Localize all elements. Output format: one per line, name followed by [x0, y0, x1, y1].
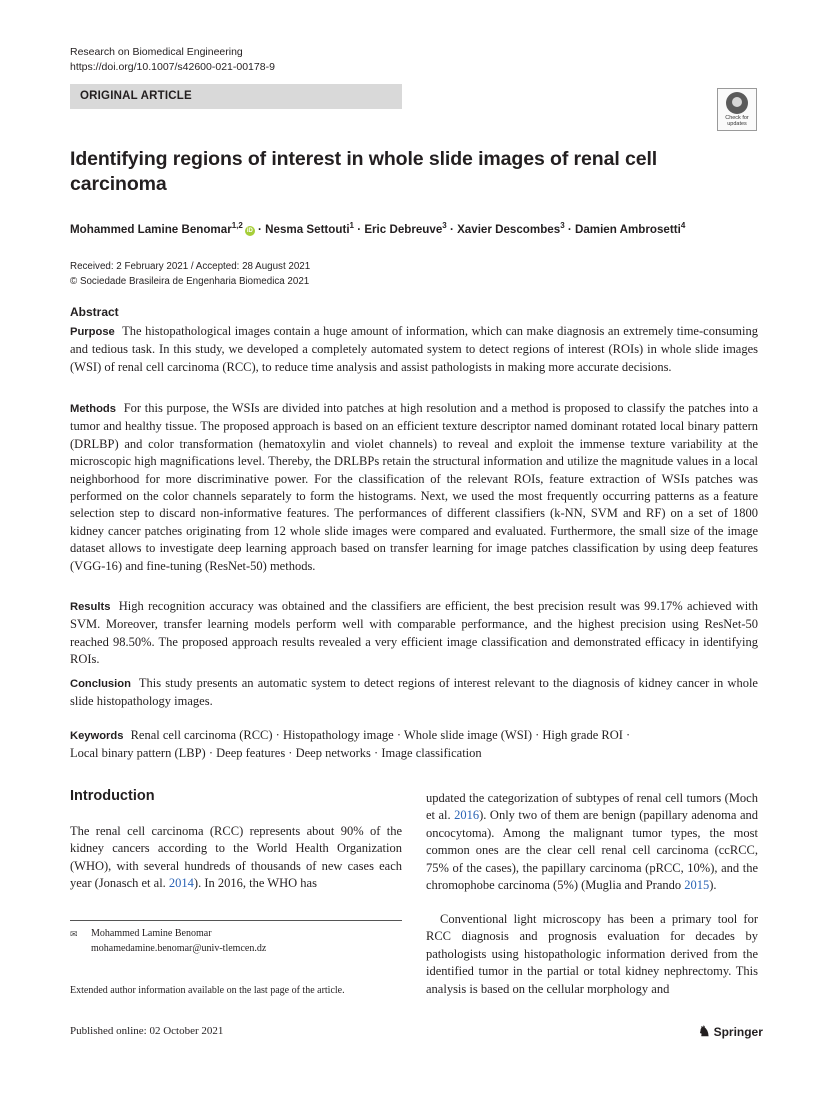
- author-name[interactable]: Damien Ambrosetti: [574, 222, 681, 236]
- conclusion-text: This study presents an automatic system to detect regions of interest relevant to the diagnosis of kidney cancer in whole slide histopathology images.: [70, 676, 758, 709]
- intro-paragraph-right-2: Conventional light microscopy has been a primary tool for RCC diagnosis and prognosis evaluation for decades by pathologists using histopathologic information derived from the identified tumor in the partial or total kidney nephrectomy. This analysis is based on the cellular morphology and: [426, 912, 758, 996]
- citation-link[interactable]: 2015: [684, 878, 710, 893]
- author-affiliation: 3: [560, 221, 565, 230]
- intro-left-text: The renal cell carcinoma (RCC) represents about 90% of the kidney cancers according to the World Health Organization (WHO), with several hundreds of thousands of new cases each year (Jonasch et al.: [70, 824, 402, 891]
- methods-text: For this purpose, the WSIs are divided into patches at high resolution and a method is proposed to classify the patches into a tumor and healthy tissue. The proposed approach is based on an efficient texture descriptor named dominant rotated local binary pattern (DRLBP) and color transformation (hematoxylin and violet channels) to reveal and exploit the immense texture variability at the microscopic high magnifications level. Thereby, the DRLBPs retain the structural information and utilize the magnitude values in a local neighborhood for more discriminative power. For the classification of the relevant ROIs, feature extraction of WSIs patches was performed on the color channels separately to form the histograms. Next, we used the most frequently occurring patterns as a feature selection step to discard non-informative features. The performances of different classifiers (k-NN, SVM and RF) on a set of 1800 kidney cancer patches originating from 12 whole slide images were compared and evaluated. Furthermore, the small size of the image dataset allows to investigate deep learning approach based on transfer learning for image patches classification by using deep features (VGG-16) and fine-tuning (ResNet-50) methods.: [70, 401, 759, 573]
- author-separator: ·: [446, 222, 458, 236]
- journal-header: [70, 45, 275, 75]
- envelope-icon: ✉: [70, 929, 78, 939]
- intro-right-text-mid: ). Only two of them are benign (papillary adenoma and oncocytoma). Among the malignant tumor types, the most common ones are the clear cell renal cell carcinoma (ccRCC, 75% of the cases), the papillary carcinoma (pRCC, 10%), and the chromophobe carcinoma (5%) (Muglia and Prando: [426, 808, 758, 893]
- author-affiliation: 3: [442, 221, 447, 230]
- corresponding-author-name: Mohammed Lamine Benomar: [91, 928, 212, 939]
- abstract-purpose: [70, 323, 758, 376]
- author-name[interactable]: Xavier Descombes: [457, 222, 561, 236]
- author-list: [70, 216, 770, 240]
- author-separator: ·: [354, 222, 365, 236]
- author-name[interactable]: Eric Debreuve: [364, 222, 443, 236]
- conclusion-label: Conclusion: [70, 678, 131, 690]
- springer-horse-icon: ♞: [698, 1023, 711, 1039]
- check-for-updates-icon[interactable]: [717, 88, 757, 131]
- received-accepted-dates: Received: 2 February 2021 / Accepted: 28 August 2021: [70, 261, 311, 272]
- corresponding-author: [91, 926, 266, 956]
- article-title: Identifying regions of interest in whole slide images of renal cell carcinoma: [70, 148, 658, 195]
- results-label: Results: [70, 601, 111, 613]
- badge-line2: updates: [727, 121, 747, 127]
- journal-name: Research on Biomedical Engineering: [70, 46, 243, 58]
- keywords-label: Keywords: [70, 730, 124, 742]
- intro-right-text: updated the categorization of subtypes of renal cell tumors (Moch et al.: [426, 791, 758, 823]
- author-affiliation: 4: [680, 221, 686, 230]
- doi-link[interactable]: https://doi.org/10.1007/s42600-021-00178-9: [70, 61, 275, 73]
- intro-right-text-end: ).: [709, 878, 717, 893]
- abstract-results: [70, 598, 758, 669]
- citation-link[interactable]: 2014: [168, 876, 194, 891]
- publisher-logo: [698, 1023, 763, 1040]
- keywords: [70, 727, 758, 763]
- intro-left-text-end: ). In 2016, the WHO has: [193, 876, 317, 891]
- published-online: Published online: 02 October 2021: [70, 1025, 224, 1037]
- citation-link[interactable]: 2016: [454, 808, 480, 823]
- intro-paragraph-right-1: [426, 790, 758, 894]
- abstract-methods: [70, 400, 758, 575]
- author-separator: ·: [254, 222, 266, 236]
- methods-label: Methods: [70, 403, 116, 415]
- extended-author-info: Extended author information available on the last page of the article.: [70, 985, 345, 996]
- author-separator: ·: [564, 222, 575, 236]
- results-text: High recognition accuracy was obtained and the classifiers are efficient, the best precision result was 99.17% achieved with SVM. Moreover, transfer learning models perform well with comparable performance, and the highest precision using ResNet-50 reached 98.50%. The proposed approach results revealed a very efficient image classification and demonstrated efficacy in identifying ROIs.: [70, 599, 758, 667]
- purpose-label: Purpose: [70, 326, 115, 338]
- article-type-banner: ORIGINAL ARTICLE: [70, 84, 402, 109]
- article-dates: [70, 259, 310, 289]
- author-affiliation: 1,2: [231, 221, 243, 230]
- keywords-line2: Local binary pattern (LBP) · Deep features · Deep networks · Image classification: [70, 746, 482, 761]
- author-name[interactable]: Mohammed Lamine Benomar: [70, 222, 232, 236]
- purpose-text: The histopathological images contain a huge amount of information, which can make diagnosis an extremely time-consuming and tedious task. In this study, we developed a completely automated system to detect regions of interest (ROIs) in whole slide images (WSI) of renal cell carcinoma (RCC), to reduce time analysis and assist pathologists in making more accurate decisions.: [70, 324, 758, 374]
- publisher-name: Springer: [713, 1025, 763, 1039]
- abstract-heading: Abstract: [70, 305, 119, 319]
- copyright-line: © Sociedade Brasileira de Engenharia Biomedica 2021: [70, 276, 310, 287]
- keywords-line1: Renal cell carcinoma (RCC) · Histopathology image · Whole slide image (WSI) · High grade ROI ·: [130, 728, 631, 742]
- badge-line1: Check for: [725, 115, 749, 121]
- corresponding-author-email[interactable]: mohamedamine.benomar@univ-tlemcen.dz: [91, 943, 267, 954]
- intro-paragraph-left: [70, 823, 402, 893]
- footnote-divider: [70, 920, 402, 921]
- orcid-icon[interactable]: iD: [246, 227, 253, 234]
- author-affiliation: 1: [349, 221, 354, 230]
- abstract-conclusion: [70, 675, 758, 711]
- author-name[interactable]: Nesma Settouti: [265, 222, 350, 236]
- introduction-heading: Introduction: [70, 788, 155, 804]
